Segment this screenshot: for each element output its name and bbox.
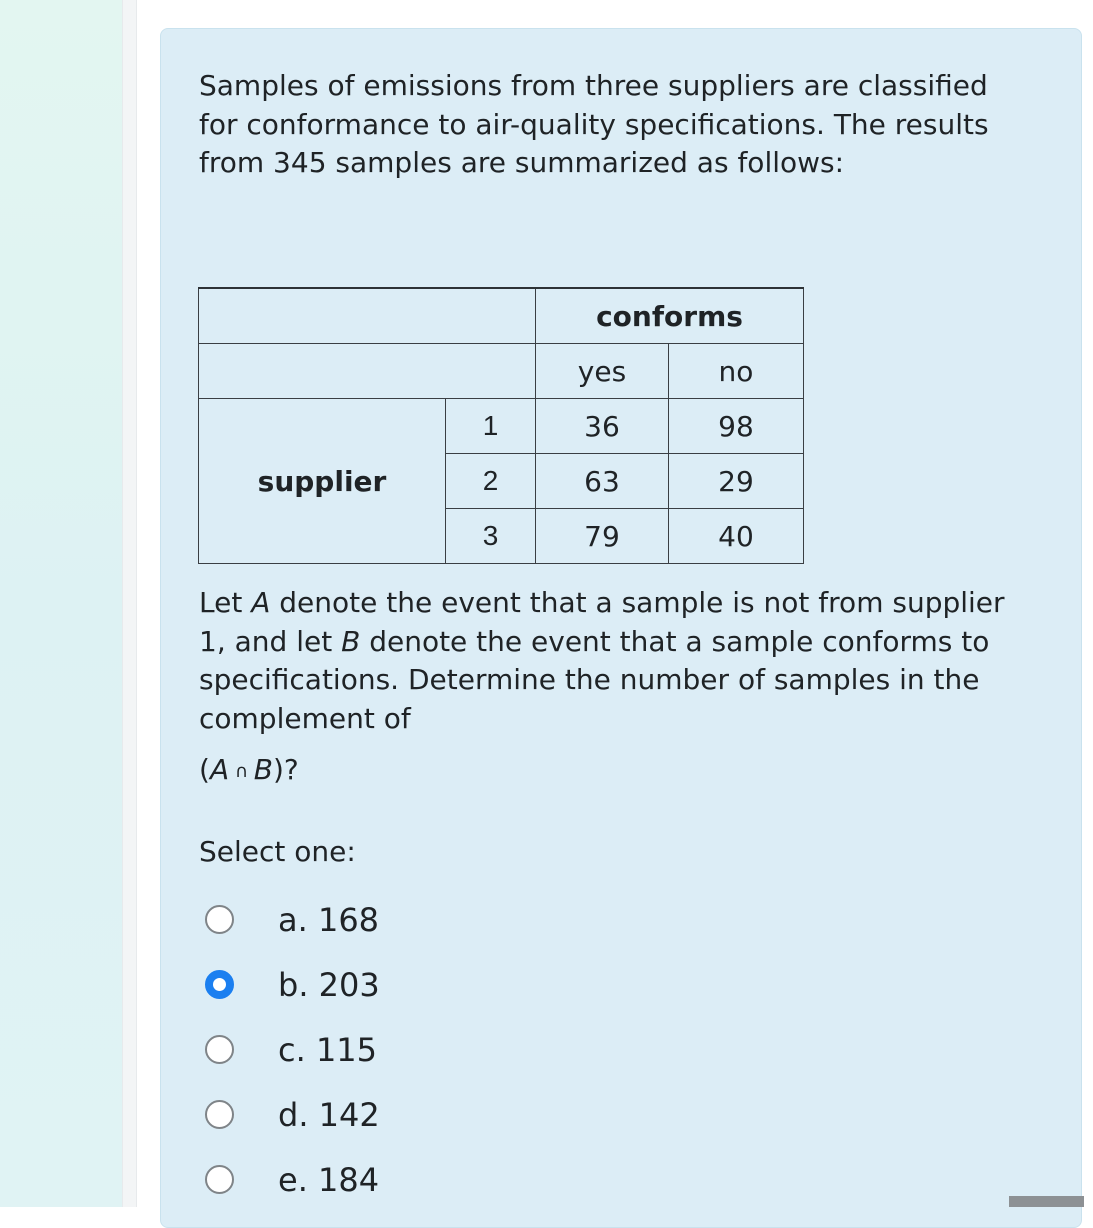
supplier-number: 2 — [446, 454, 536, 509]
formula-a: A — [209, 753, 230, 786]
conforms-yes-count: 36 — [536, 399, 669, 454]
formula-open: ( — [199, 753, 210, 786]
intersection-symbol: ∩ — [229, 761, 254, 782]
radio-button[interactable] — [205, 1165, 234, 1194]
radio-button-selected[interactable] — [205, 970, 234, 999]
option-label: c. 115 — [278, 1030, 378, 1069]
prompt-part-3: denote the event that a sample conforms to specifications. Determine the number of samples in the complement of — [199, 624, 990, 735]
conforms-yes-count: 63 — [536, 454, 669, 509]
column-header-yes: yes — [536, 344, 669, 399]
formula-b: B — [253, 753, 273, 786]
question-prompt-text — [199, 584, 1019, 738]
conforms-no-count: 98 — [669, 399, 804, 454]
scrollbar-handle[interactable] — [1009, 1196, 1084, 1207]
table-empty-header — [199, 288, 536, 344]
option-label: e. 184 — [278, 1160, 380, 1199]
conforms-header: conforms — [536, 288, 804, 344]
option-label: d. 142 — [278, 1095, 380, 1134]
radio-button[interactable] — [205, 905, 234, 934]
prompt-part-1: Let — [199, 586, 252, 619]
answer-options — [205, 887, 380, 1212]
conforms-no-count: 29 — [669, 454, 804, 509]
question-intro-text: Samples of emissions from three suppliers are classified for conformance to air-quality specifications. The results from 345 samples are summarized as follows: — [199, 69, 989, 179]
question-card — [160, 28, 1082, 1228]
conforms-yes-count: 79 — [536, 509, 669, 564]
option-label: a. 168 — [278, 900, 380, 939]
sidebar-divider — [122, 0, 137, 1207]
table-empty-subheader — [199, 344, 536, 399]
conforms-no-count: 40 — [669, 509, 804, 564]
select-one-label: Select one: — [199, 835, 356, 868]
answer-option-e[interactable] — [205, 1147, 380, 1212]
answer-option-b[interactable] — [205, 952, 380, 1017]
answer-option-a[interactable] — [205, 887, 380, 952]
answer-option-c[interactable] — [205, 1017, 380, 1082]
event-a-symbol: A — [251, 586, 271, 619]
supplier-row-label: supplier — [199, 399, 446, 564]
formula-close: )? — [272, 753, 299, 786]
table-row — [199, 399, 804, 454]
column-header-no: no — [669, 344, 804, 399]
supplier-number: 3 — [446, 509, 536, 564]
option-label: b. 203 — [278, 965, 380, 1004]
answer-option-d[interactable] — [205, 1082, 380, 1147]
radio-button[interactable] — [205, 1100, 234, 1129]
prompt-part-2: denote the event that a sample is not from supplier 1, and let — [199, 586, 1005, 658]
radio-button[interactable] — [205, 1035, 234, 1064]
event-b-symbol: B — [341, 624, 361, 658]
conformance-table — [198, 287, 804, 564]
left-sidebar-strip — [0, 0, 122, 1207]
intersection-formula — [199, 751, 1019, 792]
supplier-number: 1 — [446, 399, 536, 454]
